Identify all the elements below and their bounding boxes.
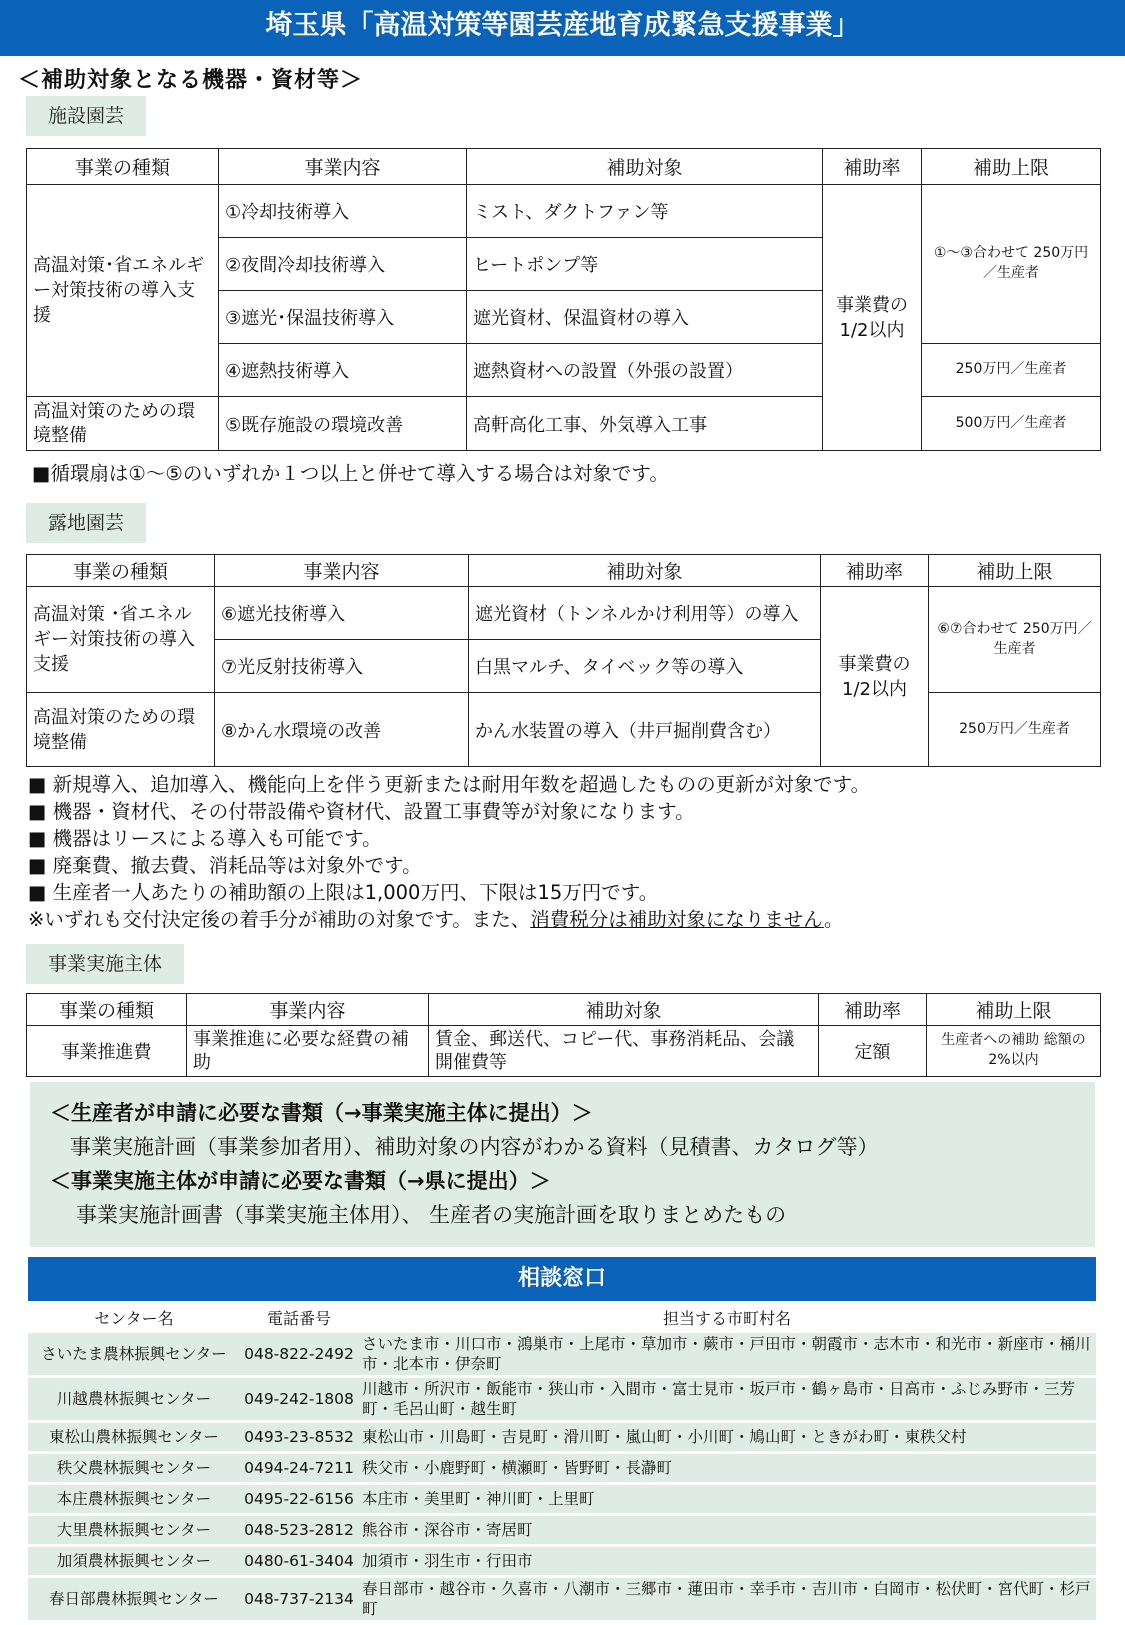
center-name: 東松山農林振興センター <box>28 1423 240 1451</box>
section-label-greenhouse: 施設園芸 <box>26 96 146 136</box>
subheading: ＜補助対象となる機器・資材等＞ <box>18 68 364 93</box>
area-list: 熊谷市・深谷市・寄居町 <box>358 1516 1096 1544</box>
table-row <box>28 1423 1096 1451</box>
note-item: ■ 新規導入、追加導入、機能向上を伴う更新または耐用年数を超過したものの更新が対象です。 <box>28 773 871 796</box>
limit-cell: 生産者への補助 総額の2%以内 <box>927 1026 1101 1077</box>
content-cell: ③遮光･保温技術導入 <box>219 291 467 344</box>
rate-cell: 事業費の1/2以内 <box>823 185 922 451</box>
phone-number: 049-242-1808 <box>240 1378 358 1420</box>
target-cell: 白黒マルチ、タイベック等の導入 <box>469 640 821 693</box>
table-row <box>28 1454 1096 1482</box>
phone-number: 0493-23-8532 <box>240 1423 358 1451</box>
target-cell: ミスト、ダクトファン等 <box>467 185 823 238</box>
header-rate: 補助率 <box>821 555 929 587</box>
consult-header-center: センター名 <box>94 1309 174 1328</box>
rate-cell: 事業費の1/2以内 <box>821 587 929 767</box>
note-item: ■ 生産者一人あたりの補助額の上限は1,000万円、下限は15万円です。 <box>28 881 659 904</box>
note-tax-lead: ※いずれも交付決定後の着手分が補助の対象です。また、 <box>28 908 531 931</box>
header-type: 事業の種類 <box>27 994 187 1026</box>
consult-header-area: 担当する市町村名 <box>662 1309 791 1328</box>
section-label-implementer: 事業実施主体 <box>26 944 184 984</box>
header-rate: 補助率 <box>823 149 922 185</box>
limit-cell: ⑥⑦合わせて 250万円／生産者 <box>929 587 1101 693</box>
circulator-note: ■循環扇は①～⑤のいずれか１つ以上と併せて導入する場合は対象です。 <box>32 462 669 485</box>
header-type: 事業の種類 <box>27 149 219 185</box>
content-cell: ⑥遮光技術導入 <box>215 587 469 640</box>
consultation-title: 相談窓口 <box>28 1257 1096 1301</box>
note-tax-emphasis: 消費税分は補助対象になりません <box>530 908 824 931</box>
table-row <box>28 1578 1096 1620</box>
content-cell: ①冷却技術導入 <box>219 185 467 238</box>
header-content: 事業内容 <box>219 149 467 185</box>
target-cell: かん水装置の導入（井戸掘削費含む） <box>469 693 821 767</box>
center-name: さいたま農林振興センター <box>28 1333 240 1375</box>
consultation-table <box>28 1305 1096 1623</box>
table-row <box>28 1378 1096 1420</box>
phone-number: 048-737-2134 <box>240 1578 358 1620</box>
center-name: 本庄農林振興センター <box>28 1485 240 1513</box>
phone-number: 0495-22-6156 <box>240 1485 358 1513</box>
area-list: 秩父市・小鹿野町・横瀬町・皆野町・長瀞町 <box>358 1454 1096 1482</box>
header-content: 事業内容 <box>187 994 429 1026</box>
type-cell: 高温対策のための環境整備 <box>27 693 215 767</box>
page-title: 埼玉県「高温対策等園芸産地育成緊急支援事業」 <box>0 0 1125 56</box>
center-name: 春日部農林振興センター <box>28 1578 240 1620</box>
section-label-open-field: 露地園芸 <box>26 503 146 543</box>
content-cell: ⑦光反射技術導入 <box>215 640 469 693</box>
notes-list <box>28 771 870 933</box>
header-limit: 補助上限 <box>922 149 1101 185</box>
area-list: 本庄市・美里町・神川町・上里町 <box>358 1485 1096 1513</box>
phone-number: 0480-61-3404 <box>240 1547 358 1575</box>
area-list: 川越市・所沢市・飯能市・狭山市・入間市・富士見市・坂戸市・鶴ヶ島市・日高市・ふじみ野市・三芳町・毛呂山町・越生町 <box>358 1378 1096 1420</box>
header-target: 補助対象 <box>467 149 823 185</box>
center-name: 加須農林振興センター <box>28 1547 240 1575</box>
documents-body-implementer: 事業実施計画書（事業実施主体用）、 生産者の実施計画を取りまとめたもの <box>76 1203 787 1227</box>
target-cell: 遮光資材（トンネルかけ利用等）の導入 <box>469 587 821 640</box>
area-list: 加須市・羽生市・行田市 <box>358 1547 1096 1575</box>
required-documents-panel <box>30 1082 1095 1247</box>
limit-cell: 250万円／生産者 <box>922 344 1101 397</box>
consult-header-phone: 電話番号 <box>266 1309 331 1328</box>
limit-cell: ①～③合わせて 250万円／生産者 <box>922 185 1101 344</box>
center-name: 大里農林振興センター <box>28 1516 240 1544</box>
note-item: ■ 機器はリースによる導入も可能です。 <box>28 827 382 850</box>
table-row <box>28 1547 1096 1575</box>
table-row <box>28 1485 1096 1513</box>
note-item: ■ 機器・資材代、その付帯設備や資材代、設置工事費等が対象になります。 <box>28 800 695 823</box>
type-cell: 高温対策 ･省エネルギー対策技術の導入支援 <box>27 587 215 693</box>
center-name: 秩父農林振興センター <box>28 1454 240 1482</box>
documents-heading-implementer: ＜事業実施主体が申請に必要な書類（→県に提出）＞ <box>50 1169 551 1193</box>
limit-cell: 250万円／生産者 <box>929 693 1101 767</box>
note-tax-end: 。 <box>823 908 844 931</box>
target-cell: ヒートポンプ等 <box>467 238 823 291</box>
limit-cell: 500万円／生産者 <box>922 397 1101 451</box>
area-list: 東松山市・川島町・吉見町・滑川町・嵐山町・小川町・鳩山町・ときがわ町・東秩父村 <box>358 1423 1096 1451</box>
header-rate: 補助率 <box>819 994 927 1026</box>
type-cell: 事業推進費 <box>27 1026 187 1077</box>
header-limit: 補助上限 <box>929 555 1101 587</box>
phone-number: 048-822-2492 <box>240 1333 358 1375</box>
documents-heading-producer: ＜生産者が申請に必要な書類（→事業実施主体に提出）＞ <box>50 1101 593 1125</box>
greenhouse-table <box>26 148 1101 451</box>
type-cell: 高温対策･省エネルギー対策技術の導入支援 <box>27 185 219 397</box>
content-cell: 事業推進に必要な経費の補助 <box>187 1026 429 1077</box>
note-item-tax <box>28 906 870 933</box>
header-type: 事業の種類 <box>27 555 215 587</box>
implementer-table <box>26 993 1101 1077</box>
content-cell: ⑤既存施設の環境改善 <box>219 397 467 451</box>
target-cell: 賃金、郵送代、コピー代、事務消耗品、会議開催費等 <box>429 1026 819 1077</box>
documents-body-producer: 事業実施計画（事業参加者用）、補助対象の内容がわかる資料（見積書、カタログ等） <box>70 1135 879 1159</box>
type-cell: 高温対策のための環境整備 <box>27 397 219 451</box>
header-target: 補助対象 <box>469 555 821 587</box>
area-list: 春日部市・越谷市・久喜市・八潮市・三郷市・蓮田市・幸手市・吉川市・白岡市・松伏町・宮代町・杉戸町 <box>358 1578 1096 1620</box>
target-cell: 高軒高化工事、外気導入工事 <box>467 397 823 451</box>
table-row <box>28 1333 1096 1375</box>
phone-number: 048-523-2812 <box>240 1516 358 1544</box>
center-name: 川越農林振興センター <box>28 1378 240 1420</box>
content-cell: ②夜間冷却技術導入 <box>219 238 467 291</box>
area-list: さいたま市・川口市・鴻巣市・上尾市・草加市・蕨市・戸田市・朝霞市・志木市・和光市・新座市・桶川市・北本市・伊奈町 <box>358 1333 1096 1375</box>
open-field-table <box>26 554 1101 767</box>
header-limit: 補助上限 <box>927 994 1101 1026</box>
header-content: 事業内容 <box>215 555 469 587</box>
target-cell: 遮熱資材への設置（外張の設置） <box>467 344 823 397</box>
content-cell: ④遮熱技術導入 <box>219 344 467 397</box>
header-target: 補助対象 <box>429 994 819 1026</box>
content-cell: ⑧かん水環境の改善 <box>215 693 469 767</box>
rate-cell: 定額 <box>819 1026 927 1077</box>
table-row <box>28 1516 1096 1544</box>
target-cell: 遮光資材、保温資材の導入 <box>467 291 823 344</box>
note-item: ■ 廃棄費、撤去費、消耗品等は対象外です。 <box>28 854 422 877</box>
phone-number: 0494-24-7211 <box>240 1454 358 1482</box>
